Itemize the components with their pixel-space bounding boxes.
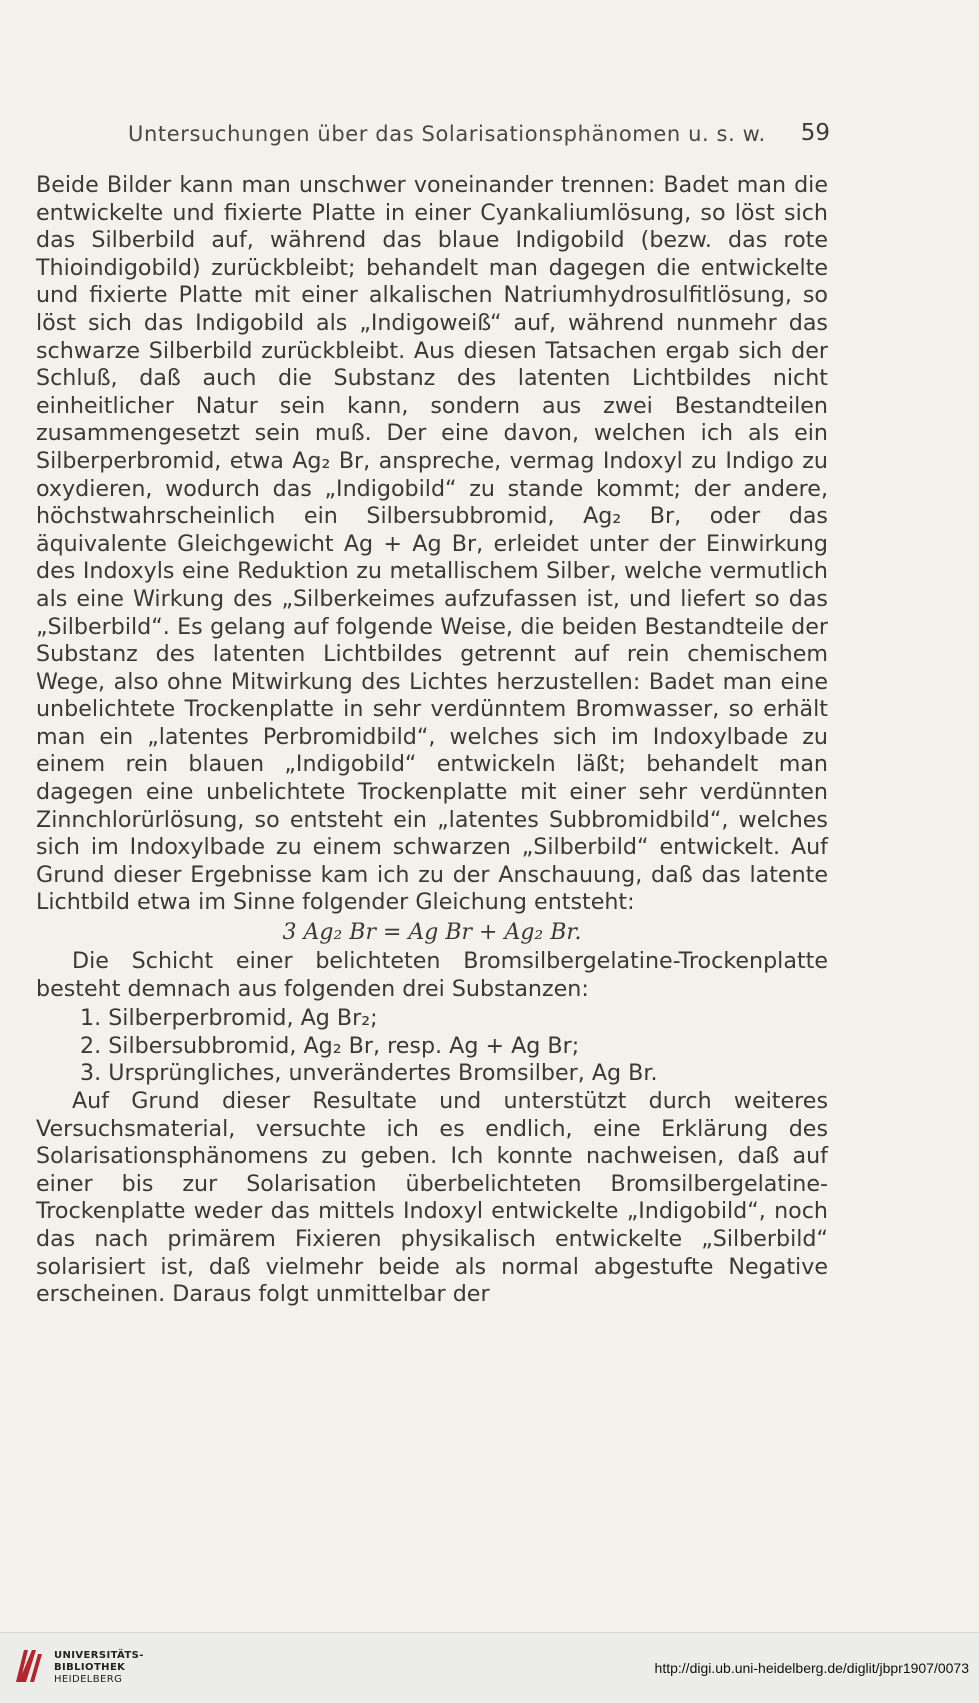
page-number: 59 <box>800 120 830 146</box>
list-item: 2. Silbersubbromid, Ag₂ Br, resp. Ag + Ag Br; <box>80 1032 580 1059</box>
page-body <box>36 172 828 1309</box>
library-name-line1: UNIVERSITÄTS- <box>54 1650 144 1661</box>
substance-list <box>36 1005 828 1088</box>
library-name-line3: HEIDELBERG <box>54 1674 123 1685</box>
university-library-logo-icon <box>12 1646 46 1686</box>
running-title: Untersuchungen über das Solarisationsphänomen u. s. w. <box>128 122 766 146</box>
library-name <box>54 1650 144 1686</box>
list-item: 3. Ursprüngliches, unverändertes Bromsilber, Ag Br. <box>80 1060 658 1087</box>
paragraph-1: Beide Bilder kann man unschwer voneinander trennen: Badet man die entwickelte und fixierte Platte in einer Cyankaliumlösung, so löst sich das Silberbild auf, während das blaue Indigobild (bezw. das rote Thioindigobild) zurückbleibt; behandelt man dagegen die entwickelte und fixierte Platte mit einer alkalischen Natriumhydrosulfitlösung, so löst sich das Indigobild als „Indigoweiß“ auf, während nunmehr das schwarze Silberbild zurückbleibt. Aus diesen Tatsachen ergab sich der Schluß, daß auch die Substanz des latenten Lichtbildes nicht einheitlicher Natur sein kann, sondern aus zwei Bestandteilen zusammengesetzt sein muß. Der eine davon, welchen ich als ein Silberperbromid, etwa Ag₂ Br, anspreche, vermag Indoxyl zu Indigo zu oxydieren, wodurch das „Indigobild“ zu stande kommt; der andere, höchstwahrscheinlich ein Silbersubbromid, Ag₂ Br, oder das äquivalente Gleichgewicht Ag + Ag Br, erleidet unter der Einwirkung des Indoxyls eine Reduktion zu metallischem Silber, welche vermutlich als eine Wirkung des „Silberkeimes aufzufassen ist, und liefert so das „Silberbild“. Es gelang auf folgende Weise, die beiden Bestandteile der Substanz des latenten Lichtbildes getrennt auf rein chemischem Wege, also ohne Mitwirkung des Lichtes herzustellen: Badet man eine unbelichtete Trockenplatte in sehr verdünntem Bromwasser, so erhält man ein „latentes Perbromidbild“, welches sich im Indoxylbade zu einem rein blauen „Indigobild“ entwickeln läßt; behandelt man dagegen eine unbelichtete Trockenplatte mit einer sehr verdünnten Zinnchlorürlösung, so entsteht ein „latentes Subbromidbild“, welches sich im Indoxylbade zu einem schwarzen „Silberbild“ entwickelt. Auf Grund dieser Ergebnisse kam ich zu der Anschauung, daß das latente Lichtbild etwa im Sinne folgender Gleichung entsteht: <box>36 172 828 916</box>
equation: 3 Ag₂ Br = Ag Br + Ag₂ Br. <box>282 920 582 946</box>
library-name-line2: BIBLIOTHEK <box>54 1662 126 1673</box>
paragraph-3: Auf Grund dieser Resultate und unterstützt durch weiteres Versuchsmaterial, versuchte ich es endlich, eine Erklärung des Solarisationsphänomens zu geben. Ich konnte nachweisen, daß auf einer bis zur Solarisation überbelichteten Bromsilbergelatine-Trockenplatte weder das mittels Indoxyl entwickelte „Indigobild“, noch das nach primärem Fixieren physikalisch entwickelte „Silberbild“ solarisiert ist, daß vielmehr beide als normal abgestufte Negative erscheinen. Daraus folgt unmittelbar der <box>36 1088 828 1308</box>
list-item: 1. Silberperbromid, Ag Br₂; <box>80 1005 378 1032</box>
paragraph-2: Die Schicht einer belichteten Bromsilbergelatine-Trockenplatte besteht demnach aus folgenden drei Substanzen: <box>36 948 828 1002</box>
source-url-link[interactable]: http://digi.ub.uni-heidelberg.de/diglit/jbpr1907/0073 <box>654 1660 969 1676</box>
